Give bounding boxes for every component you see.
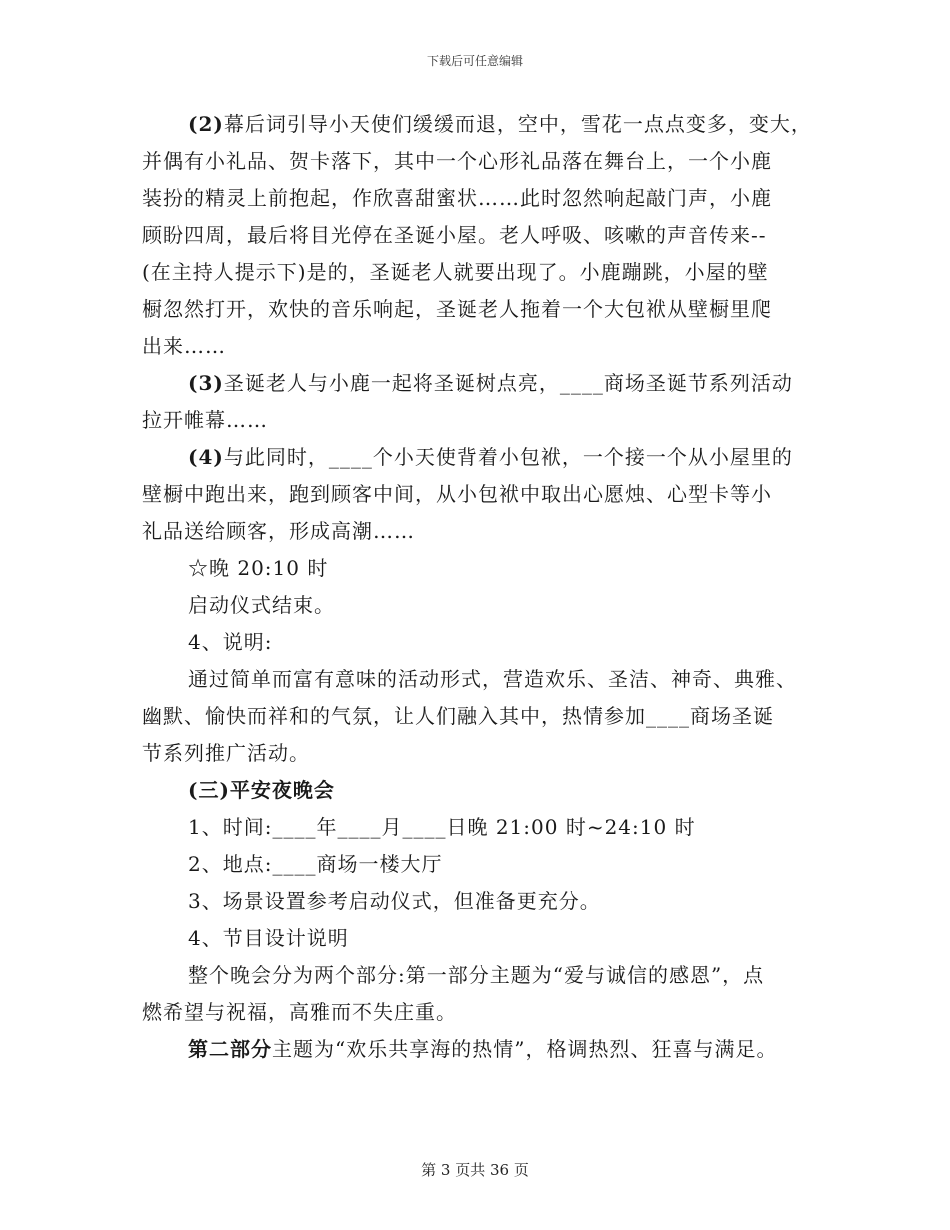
- paragraph-line: (在主持人提示下)是的，圣诞老人就要出现了。小鹿蹦跳，小屋的壁: [142, 260, 769, 284]
- list-item: 4、节目设计说明: [188, 926, 349, 950]
- item-number: (4): [188, 445, 224, 469]
- paragraph-line: 幽默、愉快而祥和的气氛，让人们融入其中，热情参加____商场圣诞: [142, 704, 774, 728]
- paragraph-line: 装扮的精灵上前抱起，作欣喜甜蜜状……此时忽然响起敲门声，小鹿: [142, 186, 772, 210]
- paragraph-line: 并偶有小礼品、贺卡落下，其中一个心形礼品落在舞台上，一个小鹿: [142, 149, 772, 173]
- paragraph-line: 通过简单而富有意味的活动形式，营造欢乐、圣洁、神奇、典雅、: [188, 667, 797, 691]
- paragraph-line: [142, 106, 822, 143]
- paragraph-line: [142, 439, 822, 476]
- time-marker: ☆晚 20:10 时: [188, 556, 329, 580]
- paragraph-line: 启动仪式结束。: [188, 593, 335, 617]
- list-item: 2、地点:____商场一楼大厅: [188, 852, 443, 876]
- line-text: 主题为“欢乐共享海的热情”，格调热烈、狂喜与满足。: [272, 1037, 778, 1061]
- item-number: (2): [188, 112, 224, 136]
- list-item: 3、场景设置参考启动仪式，但准备更充分。: [188, 889, 601, 913]
- document-body: [142, 106, 822, 1068]
- paragraph-line: [142, 1031, 822, 1068]
- paragraph-line: 整个晚会分为两个部分:第一部分主题为“爱与诚信的感恩”，点: [188, 963, 765, 987]
- paragraph-line: 出来……: [142, 334, 226, 358]
- paragraph-line: 拉开帷幕……: [142, 408, 268, 432]
- page-footer: 第 3 页共 36 页: [421, 1161, 529, 1179]
- paragraph-line: 壁橱中跑出来，跑到顾客中间，从小包袱中取出心愿烛、心型卡等小: [142, 482, 772, 506]
- paragraph-line: 节系列推广活动。: [142, 741, 310, 765]
- page-header: 下载后可任意编辑: [426, 54, 523, 68]
- section-heading: 4、说明:: [188, 630, 273, 654]
- paragraph-line: 橱忽然打开，欢快的音乐响起，圣诞老人拖着一个大包袱从壁橱里爬: [142, 297, 772, 321]
- paragraph-line: [142, 365, 822, 402]
- line-text: 与此同时，____个小天使背着小包袱，一个接一个从小屋里的: [223, 445, 793, 469]
- section-heading: (三)平安夜晚会: [188, 778, 335, 802]
- item-number: (3): [188, 371, 224, 395]
- paragraph-line: 礼品送给顾客，形成高潮……: [142, 519, 415, 543]
- bold-lead: 第二部分: [188, 1037, 272, 1061]
- line-text: 圣诞老人与小鹿一起将圣诞树点亮，____商场圣诞节系列活动: [223, 371, 793, 395]
- paragraph-line: 燃希望与祝福，高雅而不失庄重。: [142, 1000, 457, 1024]
- line-text: 幕后词引导小天使们缓缓而退，空中，雪花一点点变多，变大，: [223, 112, 812, 136]
- list-item: 1、时间:____年____月____日晚 21:00 时~24:10 时: [188, 815, 696, 839]
- paragraph-line: 顾盼四周，最后将目光停在圣诞小屋。老人呼吸、咳嗽的声音传来--: [142, 223, 767, 247]
